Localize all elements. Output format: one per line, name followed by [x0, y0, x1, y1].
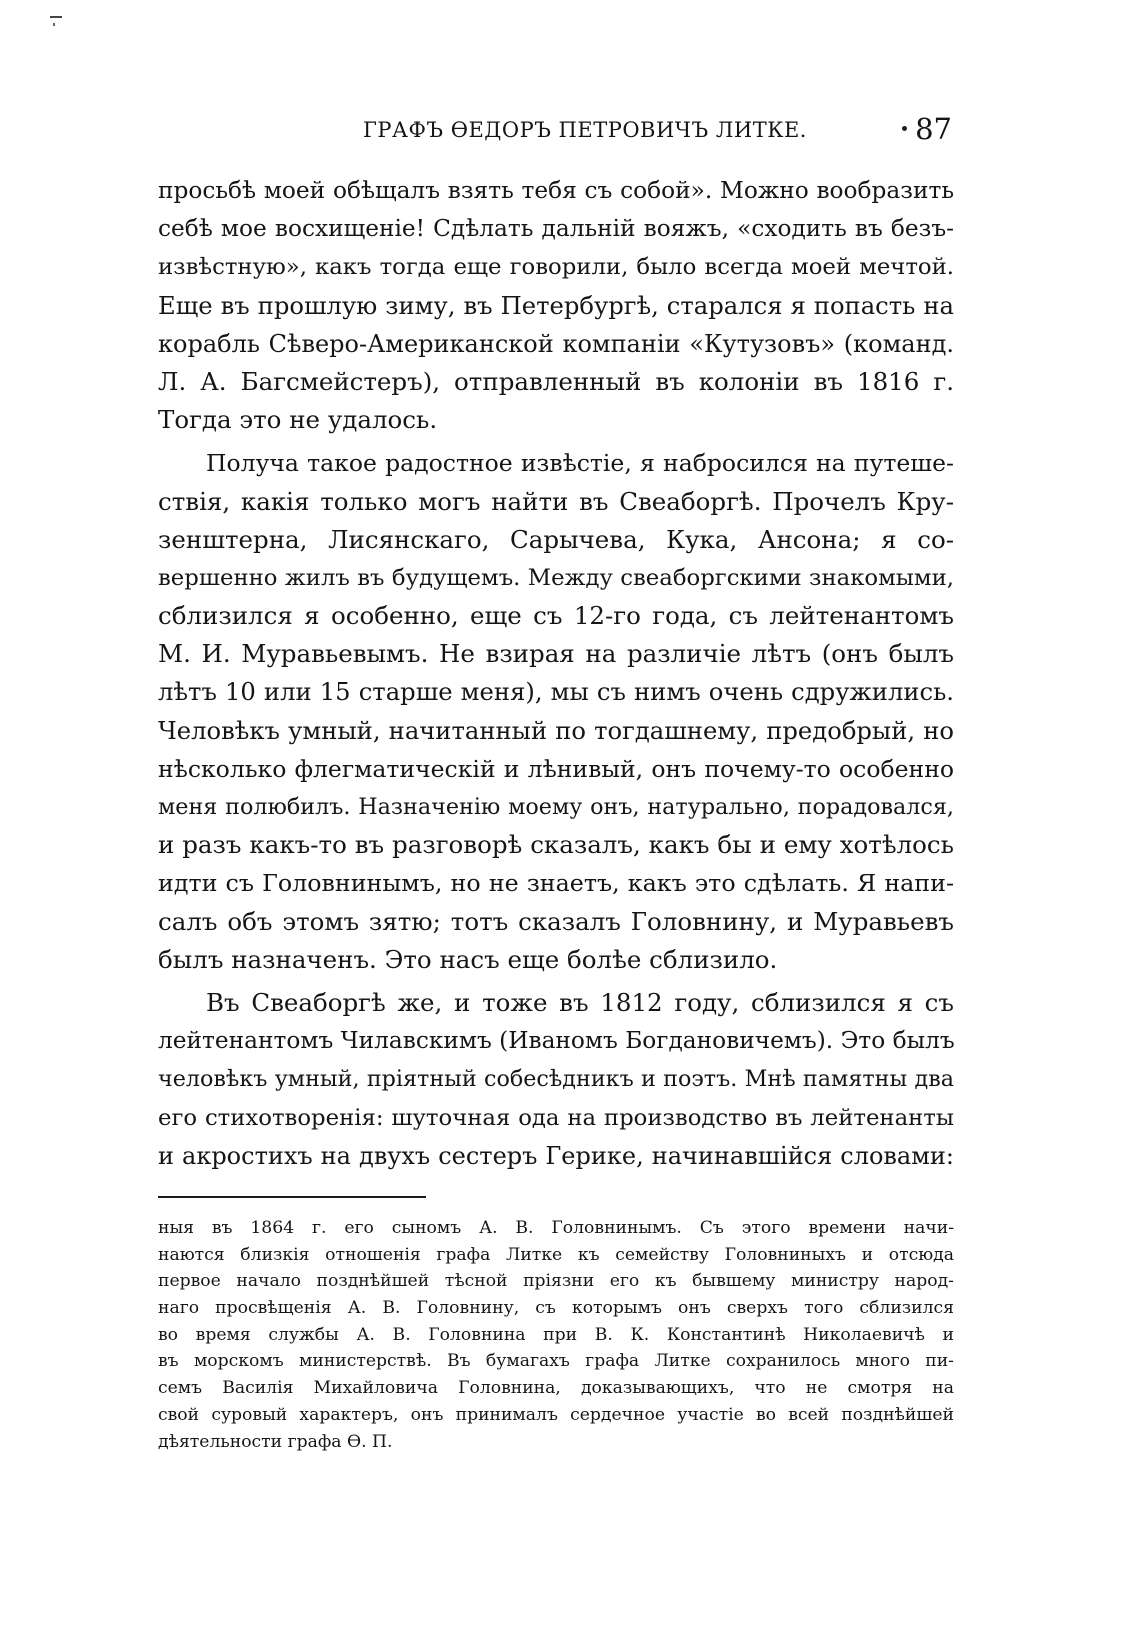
text-line: идти съ Головнинымъ, но не знаетъ, какъ это сдѣлать. Я напи- [158, 869, 954, 898]
running-title: ГРАФЪ ӨЕДОРЪ ПЕТРОВИЧЪ ЛИТКЕ. [363, 118, 807, 142]
text-line: вершенно жилъ въ будущемъ. Между свеаборгскими знакомыми, [158, 564, 954, 591]
footnote-line: свой суровый характеръ, онъ принималъ сердечное участіе во всей позднѣйшей [158, 1404, 954, 1425]
text-line: сблизился я особенно, еще съ 12-го года, съ лейтенантомъ [158, 601, 954, 631]
paragraph-3 [158, 984, 954, 1175]
text-line: извѣстную», какъ тогда еще говорили, было всегда моей мечтой. [158, 254, 954, 281]
text-line: его стихотворенія: шуточная ода на производство въ лейтенанты [158, 1104, 954, 1131]
text-line: былъ назначенъ. Это насъ еще болѣе сблизило. [158, 944, 778, 974]
scan-mark [50, 14, 66, 26]
text-line: зенштерна, Лисянскаго, Сарычева, Кука, Ансона; я со- [158, 524, 954, 554]
footnote-line: ныя въ 1864 г. его сыномъ А. В. Головнинымъ. Съ этого времени начи- [158, 1218, 954, 1238]
page-number-value: 87 [915, 112, 952, 146]
text-line: салъ объ этомъ зятю; тотъ сказалъ Головнину, и Муравьевъ [158, 906, 954, 936]
page-number [902, 112, 952, 146]
footnote-line: первое начало позднѣйшей тѣсной пріязни его къ бывшему министру народ- [158, 1271, 954, 1292]
text-line: человѣкъ умный, пріятный собесѣдникъ и поэтъ. Мнѣ памятны два [158, 1066, 954, 1093]
footnote-line: семъ Василія Михайловича Головнина, доказывающихъ, что не смотря на [158, 1378, 954, 1399]
text-line: Л. А. Багсмейстеръ), отправленный въ колоніи въ 1816 г. [158, 366, 954, 396]
text-line: корабль Сѣверо-Американской компаніи «Кутузовъ» (команд. [158, 329, 954, 358]
footnote-line: дѣятельности графа Ө. П. [158, 1431, 393, 1452]
footnote [158, 1215, 954, 1455]
text-line: себѣ мое восхищеніе! Сдѣлать дальній вояжъ, «сходить въ безъ- [158, 215, 954, 243]
text-line: Человѣкъ умный, начитанный по тогдашнему, предобрый, но [158, 715, 954, 745]
footnote-line: наго просвѣщенія А. В. Головнину, съ которымъ онъ сверхъ того сблизился [158, 1298, 954, 1319]
text-line: Получа такое радостное извѣстіе, я набросился на путеше- [206, 449, 954, 478]
text-line: лейтенантомъ Чилавскимъ (Иваномъ Богдановичемъ). Это былъ [158, 1027, 955, 1055]
footnote-line: наются близкія отношенія графа Литке къ семейству Головниныхъ и отсюда [158, 1244, 954, 1265]
text-line: нѣсколько флегматическій и лѣнивый, онъ почему-то особенно [158, 754, 954, 783]
footnote-line: въ морскомъ министерствѣ. Въ бумагахъ графа Литке сохранилось много пи- [158, 1351, 954, 1372]
text-line: ствія, какія только могъ найти въ Свеаборгѣ. Прочелъ Кру- [158, 486, 954, 516]
paragraph-1 [158, 172, 954, 439]
paragraph-2 [158, 444, 954, 979]
text-line: Въ Свеаборгѣ же, и тоже въ 1812 году, сблизился я съ [206, 987, 954, 1017]
text-line: просьбѣ моей обѣщалъ взять тебя съ собой». Можно вообразить [158, 177, 954, 204]
text-line: М. И. Муравьевымъ. Не взирая на различіе лѣтъ (онъ былъ [158, 639, 954, 669]
footnote-line: во время службы А. В. Головнина при В. К. Константинѣ Николаевичѣ и [158, 1324, 954, 1345]
text-line: Еще въ прошлую зиму, въ Петербургѣ, старался я попасть на [158, 290, 954, 320]
text-line: и акростихъ на двухъ сестеръ Герике, начинавшійся словами: [158, 1141, 954, 1170]
text-line: меня полюбилъ. Назначенію моему онъ, натурально, порадовался, [158, 794, 954, 820]
footnote-rule [158, 1196, 426, 1198]
body-text [158, 172, 954, 1175]
running-head [158, 112, 954, 152]
text-line: и разъ какъ-то въ разговорѣ сказалъ, какъ бы и ему хотѣлось [158, 830, 954, 860]
text-line: лѣтъ 10 или 15 старше меня), мы съ нимъ очень сдружились. [158, 677, 954, 707]
text-line: Тогда это не удалось. [158, 405, 438, 435]
